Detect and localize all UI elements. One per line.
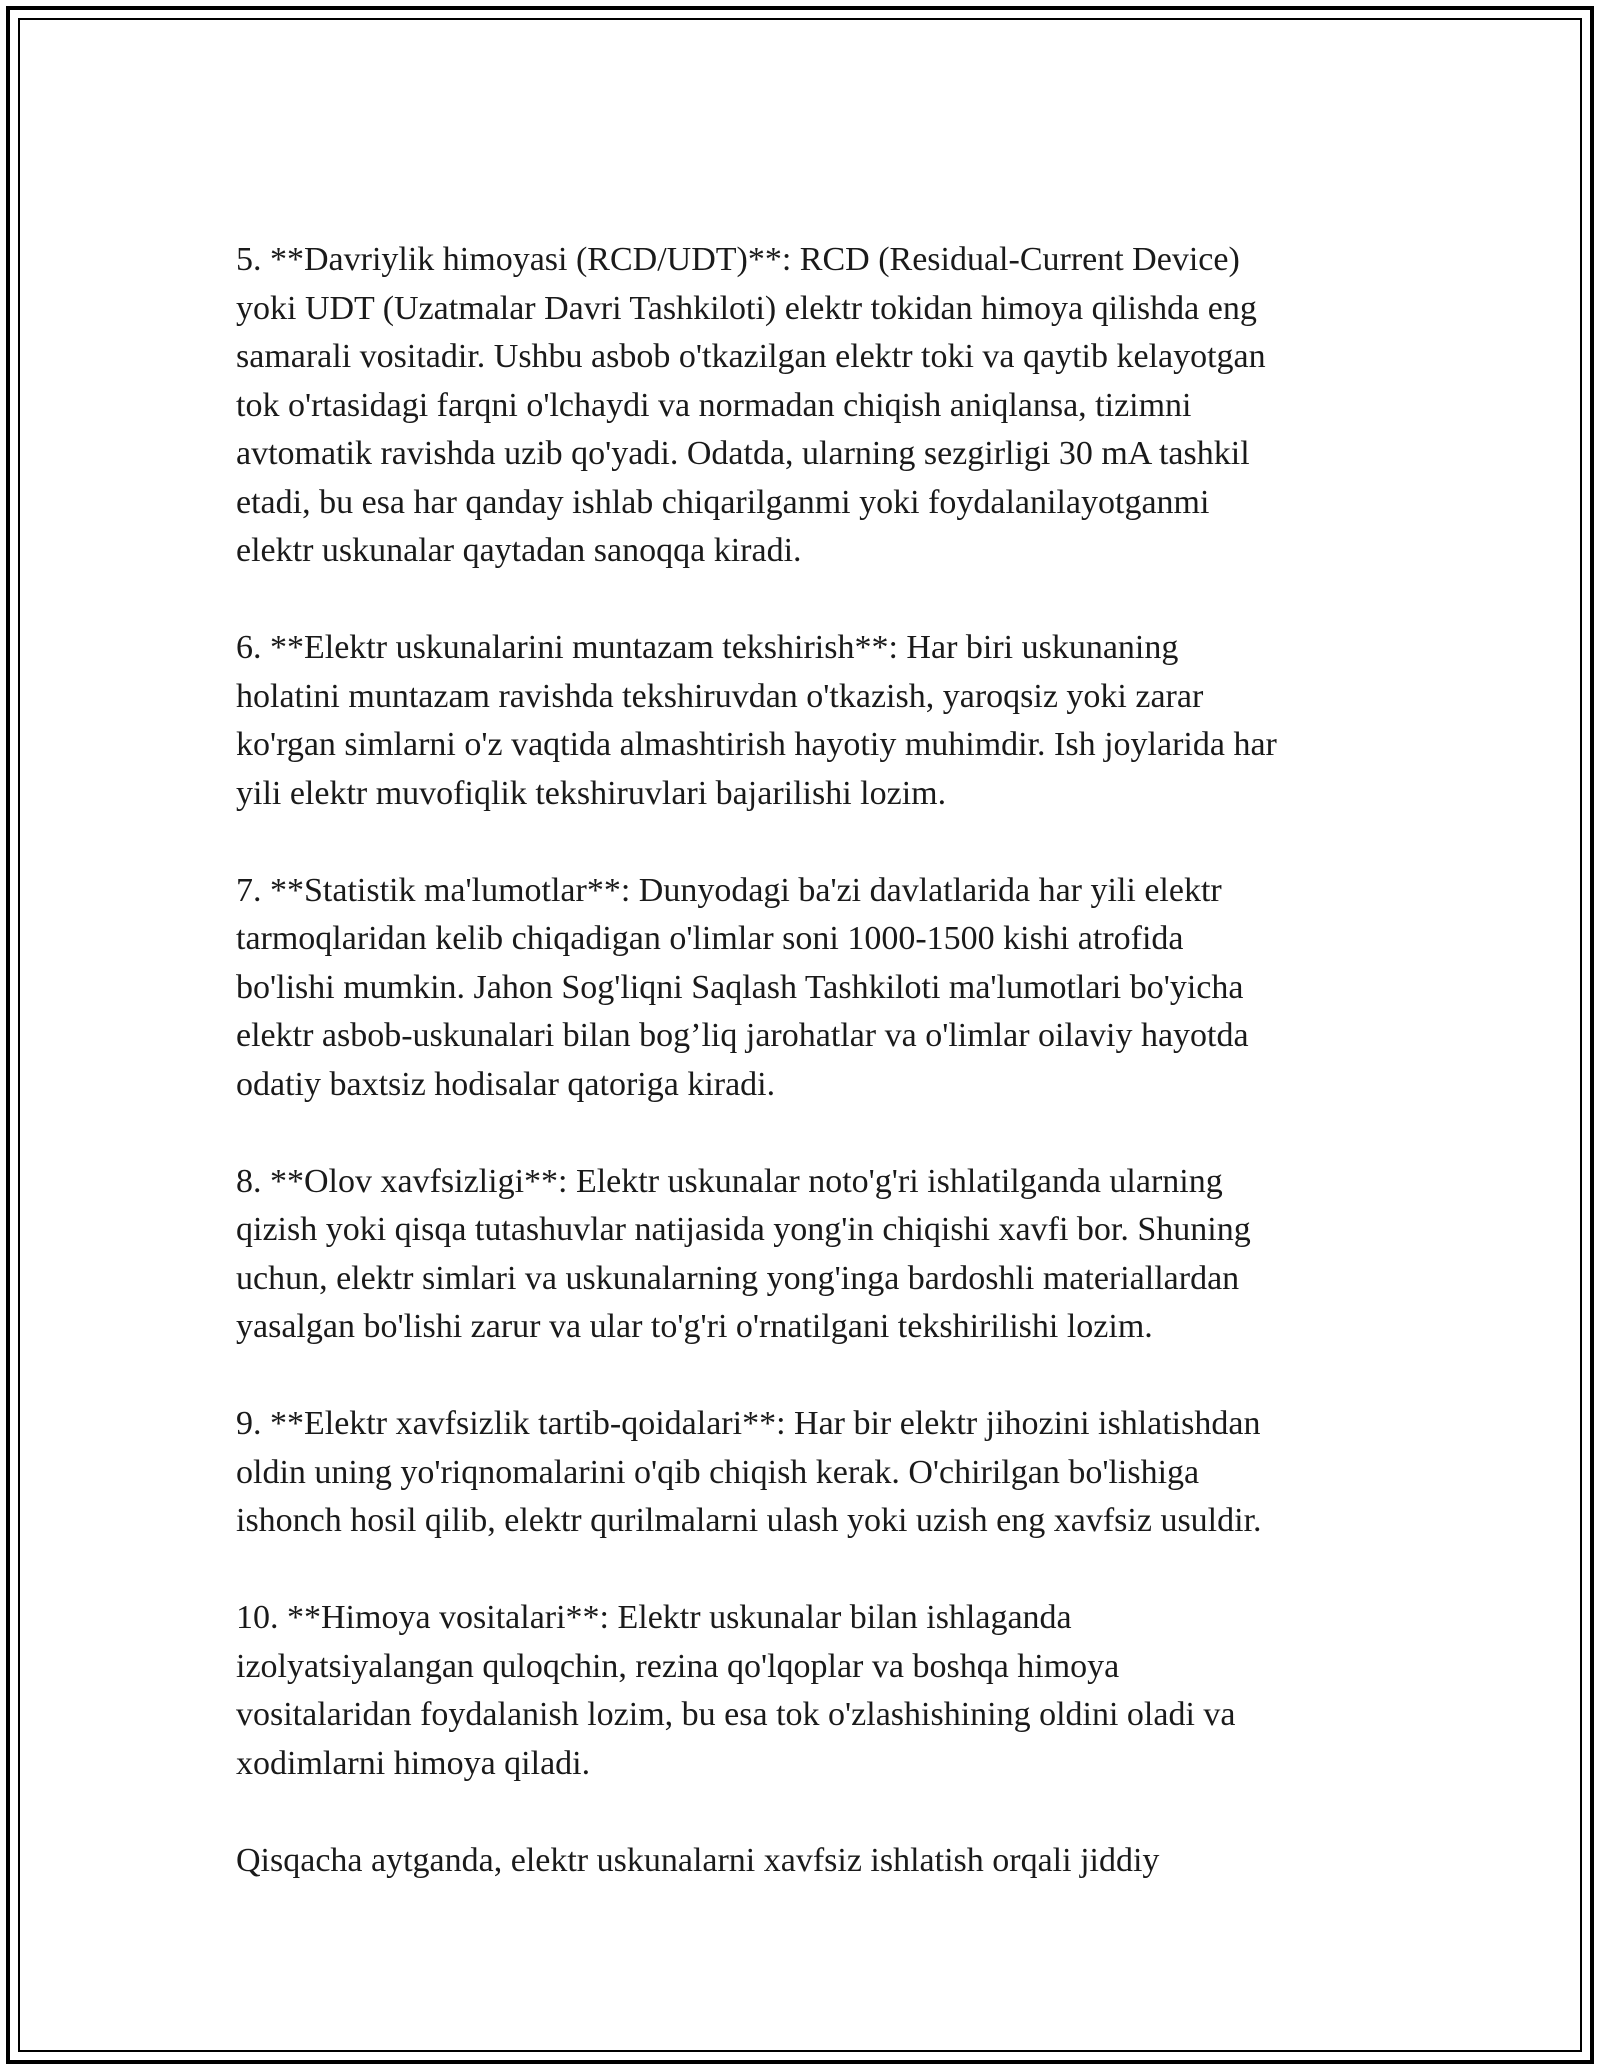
paragraph-protective-equipment: 10. **Himoya vositalari**: Elektr uskunalar bilan ishlaganda izolyatsiyalangan quloqchin, rezina qo'lqoplar va boshqa himoya vositalaridan foydalanish lozim, bu esa tok o'zlashishining oldini oladi va xodimlarni himoya qiladi. xyxy=(236,1599,1236,1782)
paragraph-fire-safety: 8. **Olov xavfsizligi**: Elektr uskunalar noto'g'ri ishlatilganda ularning qizish yoki qisqa tutashuvlar natijasida yong'in chiqishi xavfi bor. Shuning uchun, elektr simlari va uskunalarning yong'inga bardoshli materiallardan yasalgan bo'lishi zarur va ular to'g'ri o'rnatilgani tekshirilishi lozim. xyxy=(236,1162,1251,1345)
document-body xyxy=(236,236,1396,1934)
paragraph-summary: Qisqacha aytganda, elektr uskunalarni xavfsiz ishlatish orqali jiddiy xyxy=(236,1841,1160,1879)
paragraph-statistics: 7. **Statistik ma'lumotlar**: Dunyodagi ba'zi davlatlarida har yili elektr tarmoqlaridan kelib chiqadigan o'limlar soni 1000-1500 kishi atrofida bo'lishi mumkin. Jahon Sog'liqni Saqlash Tashkiloti ma'lumotlari bo'yicha elektr asbob-uskunalari bilan bog’liq jarohatlar va o'limlar oilaviy hayotda odatiy baxtsiz hodisalar qatoriga kiradi. xyxy=(236,871,1249,1103)
paragraph-rcd-protection: 5. **Davriylik himoyasi (RCD/UDT)**: RCD (Residual-Current Device) yoki UDT (Uzatmalar Davri Tashkiloti) elektr tokidan himoya qilishda eng samarali vositadir. Ushbu asbob o'tkazilgan elektr toki va qaytib kelayotgan tok o'rtasidagi farqni o'lchaydi va normadan chiqish aniqlansa, tizimni avtomatik ravishda uzib qo'yadi. Odatda, ularning sezgirligi 30 mA tashkil etadi, bu esa har qanday ishlab chiqarilganmi yoki foydalanilayotganmi elektr uskunalar qaytadan sanoqqa kiradi. xyxy=(236,241,1266,569)
paragraph-safety-rules: 9. **Elektr xavfsizlik tartib-qoidalari**: Har bir elektr jihozini ishlatishdan oldin uning yo'riqnomalarini o'qib chiqish kerak. O'chirilgan bo'lishiga ishonch hosil qilib, elektr qurilmalarni ulash yoki uzish eng xavfsiz usuldir. xyxy=(236,1405,1262,1539)
paragraph-equipment-inspection: 6. **Elektr uskunalarini muntazam tekshirish**: Har biri uskunaning holatini muntazam ravishda tekshiruvdan o'tkazish, yaroqsiz yoki zarar ko'rgan simlarni o'z vaqtida almashtirish hayotiy muhimdir. Ish joylarida har yili elektr muvofiqlik tekshiruvlari bajarilishi lozim. xyxy=(236,629,1277,812)
